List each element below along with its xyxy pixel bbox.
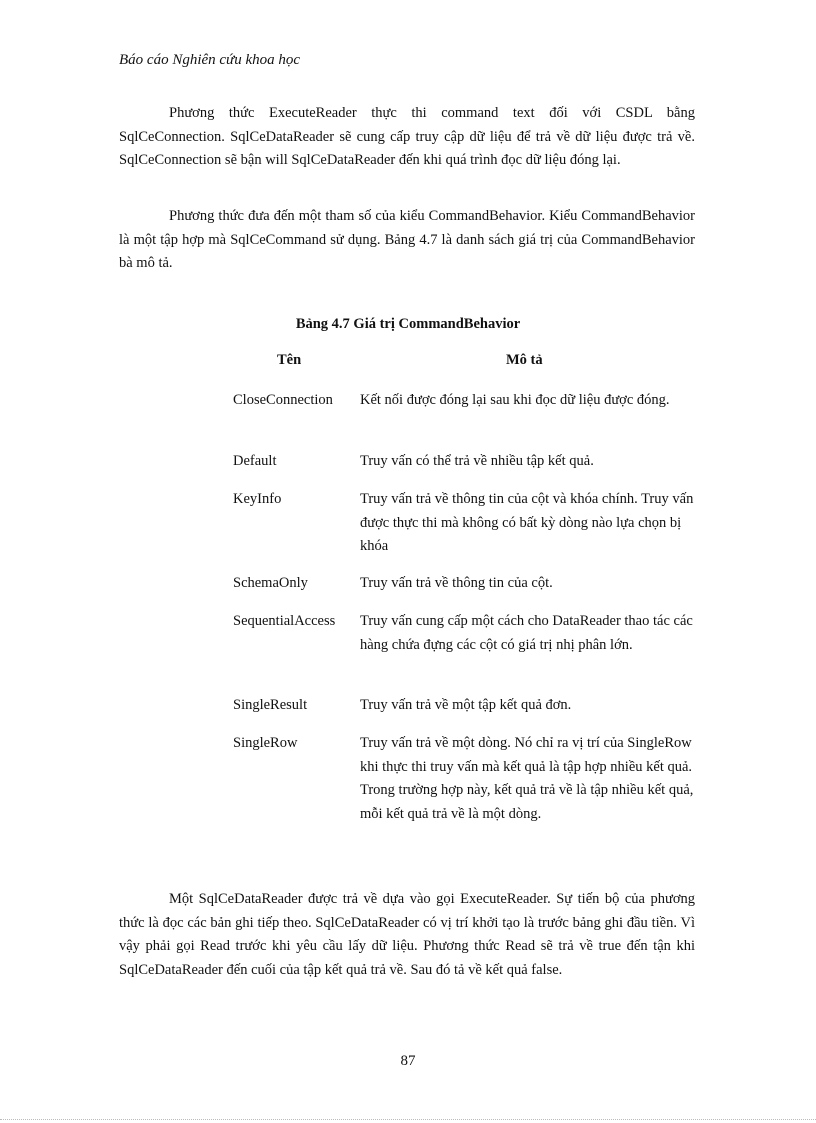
row-name: SingleResult <box>233 697 308 713</box>
row-description: Truy vấn trả về một tập kết quả đơn. <box>360 697 572 713</box>
row-description: Truy vấn có thể trả về nhiều tập kết quả. <box>360 453 594 469</box>
row-name: SchemaOnly <box>233 575 308 591</box>
page-bottom-divider <box>0 1119 816 1120</box>
table-caption: Bảng 4.7 Giá trị CommandBehavior <box>295 316 521 332</box>
row-description: Truy vấn trả về thông tin của cột và khóa chính. Truy vấn được thực thi mà không có bất kỳ dòng nào lựa chọn bị khóa <box>360 491 694 554</box>
row-name: Default <box>233 453 277 469</box>
row-name: CloseConnection <box>233 392 333 408</box>
page-number: 87 <box>400 1053 416 1069</box>
row-description: Truy vấn trả về một dòng. Nó chỉ ra vị trí của SingleRow khi thực thi truy vấn mà kết quả là tập hợp nhiều kết quả. Trong trường hợp này, kết quả trả về là tập nhiều kết quả, mỗi kết quả trả về là một dòng. <box>360 735 694 822</box>
paragraph-execute-reader: Phương thức ExecuteReader thực thi command text đối với CSDL bằng SqlCeConnection. SqlCeDataReader sẽ cung cấp truy cập dữ liệu để trả về dữ liệu được trả về. SqlCeConnection sẽ bận will SqlCeDataReader đến khi quá trình đọc dữ liệu đóng lại. <box>119 105 695 168</box>
running-header: Báo cáo Nghiên cứu khoa học <box>119 52 301 68</box>
row-description: Kết nối được đóng lại sau khi đọc dữ liệu được đóng. <box>360 392 670 408</box>
row-name: KeyInfo <box>233 491 282 507</box>
row-description: Truy vấn trả về thông tin của cột. <box>360 575 553 591</box>
column-header-description: Mô tả <box>506 352 543 368</box>
row-name: SingleRow <box>233 735 298 751</box>
column-header-name: Tên <box>277 352 302 368</box>
row-name: SequentialAccess <box>233 613 336 629</box>
paragraph-data-reader: Một SqlCeDataReader được trả về dựa vào gọi ExecuteReader. Sự tiến bộ của phương thức là đọc các bản ghi tiếp theo. SqlCeDataReader có vị trí khởi tạo là trước bảng ghi đầu tiền. Vì vậy phải gọi Read trước khi yêu cầu lấy dữ liệu. Phương thức Read sẽ trả về true đến tận khi SqlCeDataReader đến cuối của tập kết quả trả về. Sau đó tả về kết quả false. <box>119 891 695 978</box>
row-description: Truy vấn cung cấp một cách cho DataReader thao tác các hàng chứa đựng các cột có giá trị nhị phân lớn. <box>360 613 693 653</box>
paragraph-command-behavior: Phương thức đưa đến một tham số của kiểu CommandBehavior. Kiểu CommandBehavior là một tập hợp mà SqlCeCommand sử dụng. Bảng 4.7 là danh sách giá trị của CommandBehavior bà mô tả. <box>119 208 695 271</box>
